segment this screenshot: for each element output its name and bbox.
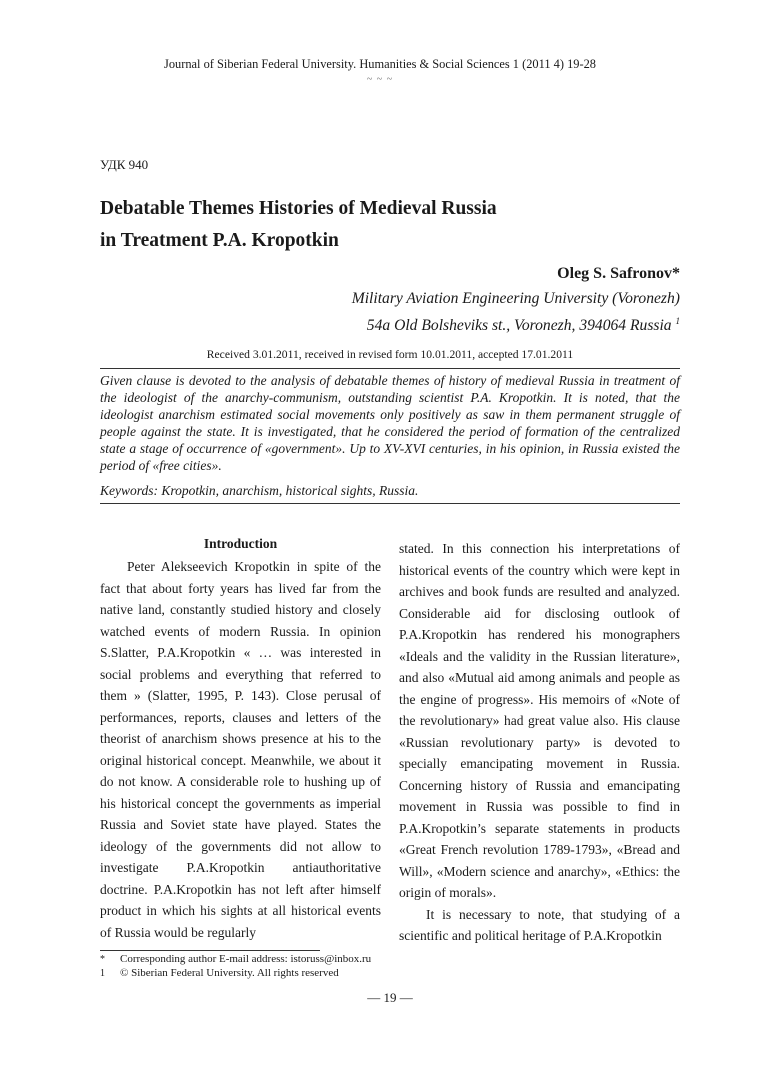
author-affiliation <box>352 288 680 337</box>
footnote-mark: * <box>100 954 105 965</box>
right-column <box>399 538 680 947</box>
received-dates: Received 3.01.2011, received in revised form 10.01.2011, accepted 17.01.2011 <box>206 348 574 361</box>
section-heading: Introduction <box>203 536 278 551</box>
page-number: — 19 — <box>367 990 413 1005</box>
abstract-top-rule <box>100 368 680 369</box>
affiliation-line-1: Military Aviation Engineering University (Voronezh) <box>351 290 680 307</box>
left-column <box>100 556 381 943</box>
paragraph: stated. In this connection his interpretations of historical events of the country which were kept in archives and book funds are resulted and analyzed. Considerable aid for disclosing outlook of P.A.Kropotkin has rendered his monographers «Ideals and the validity in the Russian literature», and also «Mutual aid among animals and people as the engine of progress». His memoirs of «Note of the revolutionary» had great value also. His clause «Russian revolutionary party» is devoted to specially emancipating movement in Russia. Concerning history of Russia and emancipating movement in Russia was possible to find in P.A.Kropotkin’s separate statements in products «Great French revolution 1789-1793», «Bread and Will», «Modern science and anarchy», «Ethics: the origin of morals». <box>399 541 680 900</box>
paragraph: Peter Alekseevich Kropotkin in spite of the fact that about forty years has lived far from the native land, constantly studied history and closely watched events of modern Russia. In opinion S.Slatter, P.A.Kropotkin « … was interested in social problems and everything that referred to them » (Slatter, 1995, P. 143). Close perusal of performances, reports, clauses and letters of the theorist of anarchism shows presence at his to the original historical concept. Meanwhile, we about it do not know. A considerable role to hushing up of his historical concept the governments as imperial Russia and Soviet state have played. States the ideology of the governments did not allow to investigate P.A.Kropotkin antiauthoritative doctrine. P.A.Kropotkin has not left after himself product in which his sights at all historical events of Russia would be regularly <box>100 559 381 940</box>
title-line-2: in Treatment P.A. Kropotkin <box>100 230 339 251</box>
footnote-item <box>100 967 371 981</box>
title-line-1: Debatable Themes Histories of Medieval Russia <box>100 198 497 219</box>
footnotes <box>100 953 371 980</box>
footnote-text: © Siberian Federal University. All rights reserved <box>120 966 339 979</box>
paragraph: It is necessary to note, that studying of a scientific and political heritage of P.A.Kropotkin <box>399 906 680 943</box>
affiliation-line-2 <box>352 310 680 337</box>
footnote-ref-1: 1 <box>675 316 680 326</box>
footnote-text: Corresponding author E-mail address: istoruss@inbox.ru <box>120 953 372 965</box>
header-ornament: ~ ~ ~ <box>366 74 394 85</box>
author-name: Oleg S. Safronov* <box>557 265 680 282</box>
abstract: Given clause is devoted to the analysis of debatable themes of history of medieval Russia in treatment of the ideologist of the anarchy-communism, outstanding scientist P.A. Kropotkin. It is noted, that the ideologist anarchism estimated social movements only positively as saw in them permanent struggle of people against the state. It is investigated, that he considered the period of formation of the centralized state a stage of occurrence of «government». Up to XV-XVI centuries, in his opinion, in Russia existed the period of «free cities». <box>100 373 680 473</box>
footnote-item <box>100 953 371 967</box>
footnote-mark: 1 <box>100 967 105 979</box>
abstract-bottom-rule <box>100 503 680 504</box>
affiliation-address: 54a Old Bolsheviks st., Voronezh, 394064 Russia <box>366 317 672 334</box>
running-head: Journal of Siberian Federal University. Humanities & Social Sciences 1 (2011 4) 19-28 <box>164 57 596 71</box>
keywords: Keywords: Kropotkin, anarchism, historical sights, Russia. <box>100 483 419 498</box>
article-title <box>100 193 660 257</box>
udk-code: УДК 940 <box>100 157 149 172</box>
footnote-separator <box>100 950 320 951</box>
